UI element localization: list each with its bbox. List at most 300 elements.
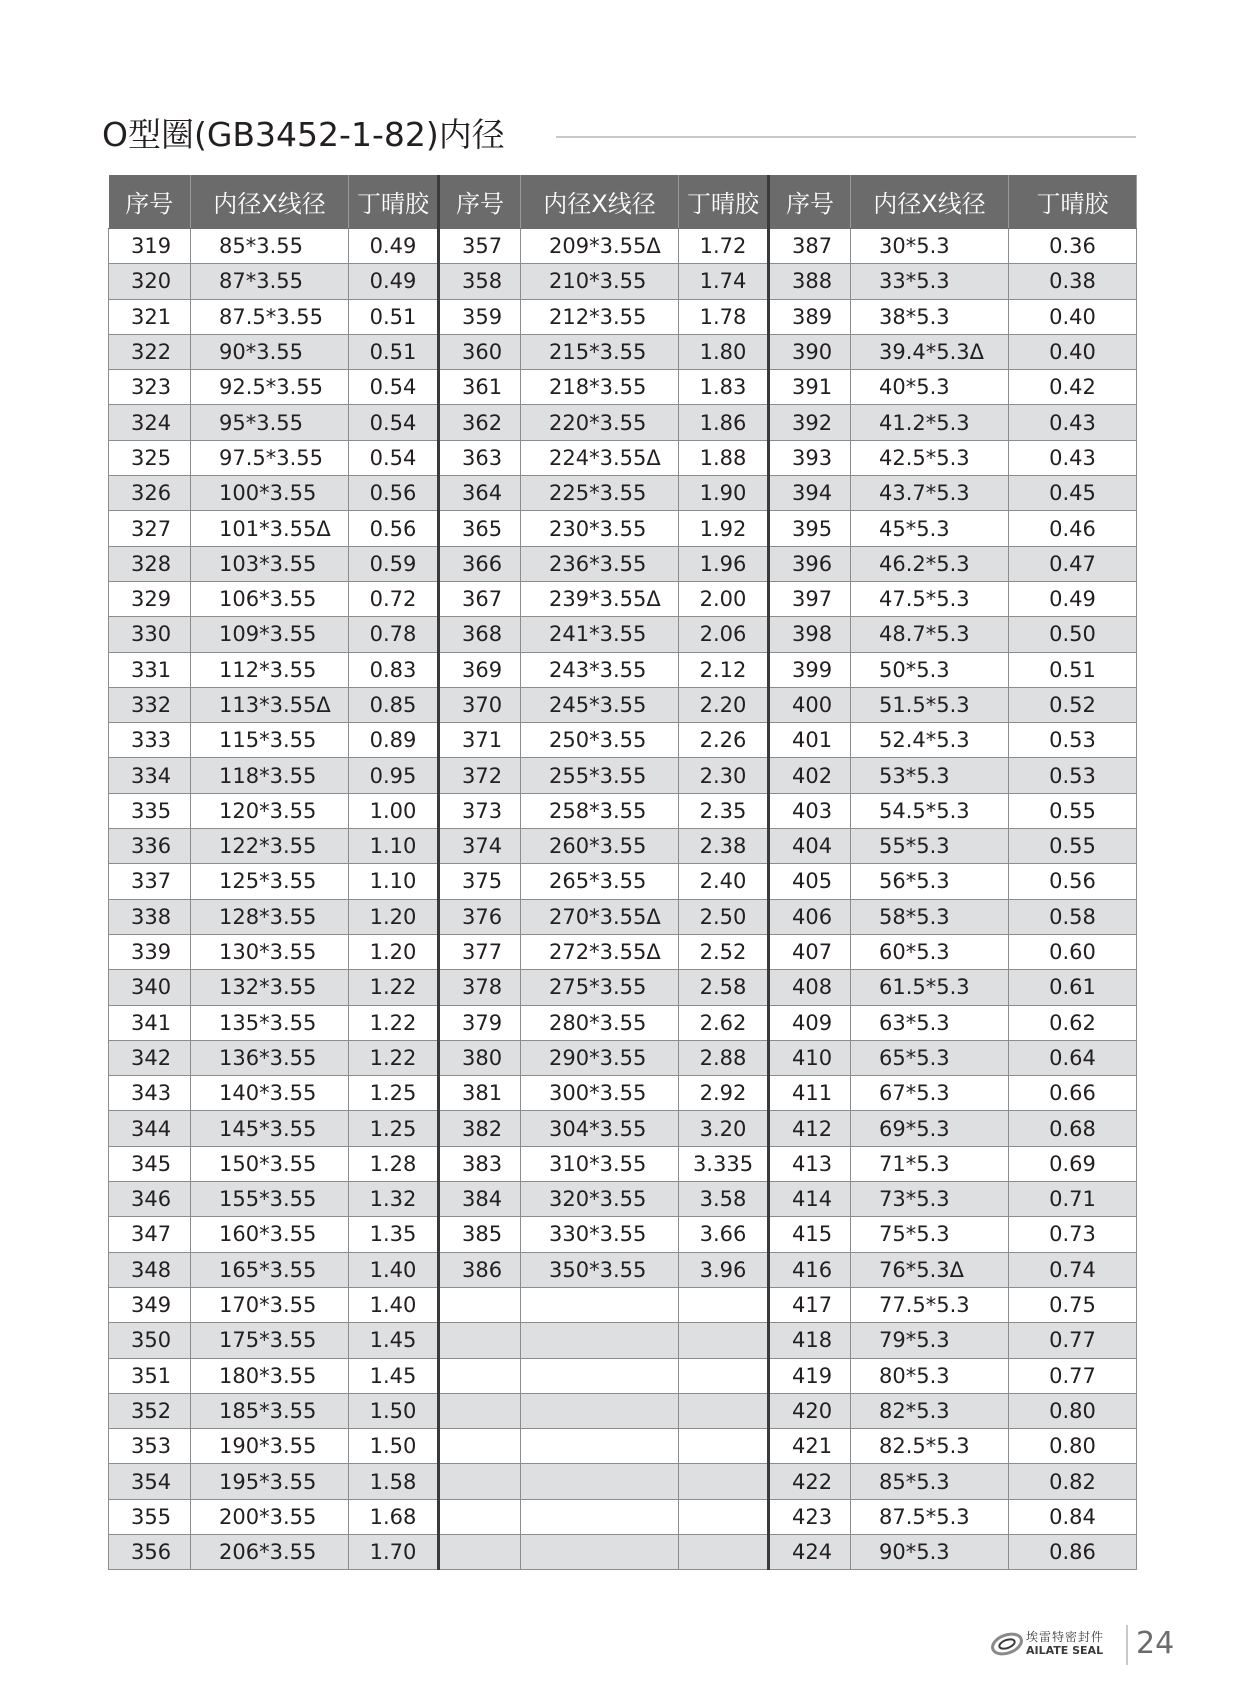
- cell-size-2: 212*3.55: [521, 299, 679, 334]
- cell-nbr-3: 0.53: [1009, 758, 1137, 793]
- cell-size-3: 67*5.3: [851, 1076, 1009, 1111]
- cell-size-1: 195*3.55: [191, 1464, 349, 1499]
- cell-size-1: 112*3.55: [191, 652, 349, 687]
- cell-size-2: 218*3.55: [521, 370, 679, 405]
- cell-no-2: 370: [439, 687, 521, 722]
- cell-nbr-1: 0.78: [349, 617, 439, 652]
- cell-size-1: 106*3.55: [191, 581, 349, 616]
- cell-size-1: 206*3.55: [191, 1534, 349, 1569]
- cell-nbr-2: [679, 1323, 769, 1358]
- cell-no-1: 326: [109, 476, 191, 511]
- cell-no-2: [439, 1499, 521, 1534]
- cell-nbr-2: 1.92: [679, 511, 769, 546]
- cell-nbr-1: 0.59: [349, 546, 439, 581]
- cell-size-3: 54.5*5.3: [851, 793, 1009, 828]
- table-header-row: [109, 175, 1137, 229]
- cell-size-2: [521, 1534, 679, 1569]
- cell-nbr-2: 1.80: [679, 334, 769, 369]
- cell-nbr-1: 0.51: [349, 334, 439, 369]
- cell-size-3: 65*5.3: [851, 1040, 1009, 1075]
- cell-size-2: 304*3.55: [521, 1111, 679, 1146]
- cell-size-2: 220*3.55: [521, 405, 679, 440]
- cell-size-3: 50*5.3: [851, 652, 1009, 687]
- cell-nbr-1: 0.49: [349, 264, 439, 299]
- cell-no-1: 352: [109, 1393, 191, 1428]
- table-row: [109, 1111, 1137, 1146]
- cell-size-2: [521, 1499, 679, 1534]
- table-row: [109, 1429, 1137, 1464]
- cell-size-1: 165*3.55: [191, 1252, 349, 1287]
- cell-nbr-2: 1.83: [679, 370, 769, 405]
- cell-no-3: 411: [769, 1076, 851, 1111]
- cell-size-2: 280*3.55: [521, 1005, 679, 1040]
- cell-nbr-1: 0.54: [349, 405, 439, 440]
- cell-no-3: 424: [769, 1534, 851, 1569]
- cell-size-3: 60*5.3: [851, 934, 1009, 969]
- cell-no-1: 336: [109, 829, 191, 864]
- cell-nbr-3: 0.43: [1009, 440, 1137, 475]
- cell-nbr-3: 0.36: [1009, 229, 1137, 264]
- cell-size-1: 160*3.55: [191, 1217, 349, 1252]
- cell-nbr-3: 0.60: [1009, 934, 1137, 969]
- cell-nbr-3: 0.61: [1009, 970, 1137, 1005]
- cell-no-3: 398: [769, 617, 851, 652]
- cell-nbr-3: 0.82: [1009, 1464, 1137, 1499]
- cell-size-3: 46.2*5.3: [851, 546, 1009, 581]
- cell-no-3: 390: [769, 334, 851, 369]
- cell-nbr-1: 1.22: [349, 1005, 439, 1040]
- cell-size-2: 243*3.55: [521, 652, 679, 687]
- cell-nbr-1: 1.70: [349, 1534, 439, 1569]
- table-row: [109, 1323, 1137, 1358]
- cell-size-2: 215*3.55: [521, 334, 679, 369]
- cell-no-2: 382: [439, 1111, 521, 1146]
- cell-size-1: 103*3.55: [191, 546, 349, 581]
- cell-no-2: 368: [439, 617, 521, 652]
- table-row: [109, 334, 1137, 369]
- cell-nbr-2: [679, 1393, 769, 1428]
- cell-no-1: 321: [109, 299, 191, 334]
- cell-no-1: 343: [109, 1076, 191, 1111]
- table-row: [109, 1358, 1137, 1393]
- cell-size-1: 132*3.55: [191, 970, 349, 1005]
- cell-no-3: 408: [769, 970, 851, 1005]
- cell-size-3: 82*5.3: [851, 1393, 1009, 1428]
- cell-no-1: 340: [109, 970, 191, 1005]
- cell-size-1: 97.5*3.55: [191, 440, 349, 475]
- cell-nbr-1: 1.20: [349, 934, 439, 969]
- table-row: [109, 476, 1137, 511]
- cell-nbr-3: 0.75: [1009, 1287, 1137, 1322]
- cell-no-1: 346: [109, 1182, 191, 1217]
- cell-nbr-1: 1.32: [349, 1182, 439, 1217]
- table-row: [109, 511, 1137, 546]
- cell-nbr-1: 0.83: [349, 652, 439, 687]
- cell-nbr-2: [679, 1358, 769, 1393]
- cell-nbr-1: 0.89: [349, 723, 439, 758]
- cell-nbr-2: 2.35: [679, 793, 769, 828]
- cell-nbr-3: 0.71: [1009, 1182, 1137, 1217]
- cell-no-1: 323: [109, 370, 191, 405]
- cell-no-1: 329: [109, 581, 191, 616]
- cell-nbr-2: [679, 1429, 769, 1464]
- cell-size-2: 239*3.55Δ: [521, 581, 679, 616]
- cell-size-3: 82.5*5.3: [851, 1429, 1009, 1464]
- cell-no-1: 320: [109, 264, 191, 299]
- cell-no-3: 414: [769, 1182, 851, 1217]
- cell-no-1: 348: [109, 1252, 191, 1287]
- page-title: O型圈(GB3452-1-82)内径: [102, 115, 505, 154]
- table-row: [109, 370, 1137, 405]
- cell-size-2: 330*3.55: [521, 1217, 679, 1252]
- cell-size-2: 255*3.55: [521, 758, 679, 793]
- table-row: [109, 1040, 1137, 1075]
- table-row: [109, 970, 1137, 1005]
- cell-no-1: 334: [109, 758, 191, 793]
- cell-size-3: 61.5*5.3: [851, 970, 1009, 1005]
- cell-nbr-3: 0.49: [1009, 581, 1137, 616]
- cell-no-1: 319: [109, 229, 191, 264]
- cell-size-1: 180*3.55: [191, 1358, 349, 1393]
- cell-no-2: 363: [439, 440, 521, 475]
- table-row: [109, 899, 1137, 934]
- cell-size-1: 136*3.55: [191, 1040, 349, 1075]
- cell-size-1: 122*3.55: [191, 829, 349, 864]
- cell-size-2: [521, 1464, 679, 1499]
- cell-size-3: 87.5*5.3: [851, 1499, 1009, 1534]
- cell-size-1: 190*3.55: [191, 1429, 349, 1464]
- cell-no-1: 338: [109, 899, 191, 934]
- cell-no-2: 360: [439, 334, 521, 369]
- cell-no-3: 410: [769, 1040, 851, 1075]
- header-size-2: 内径X线径: [521, 175, 679, 229]
- cell-no-2: [439, 1464, 521, 1499]
- cell-size-3: 30*5.3: [851, 229, 1009, 264]
- cell-size-2: 209*3.55Δ: [521, 229, 679, 264]
- cell-nbr-2: 3.96: [679, 1252, 769, 1287]
- cell-nbr-1: 1.50: [349, 1393, 439, 1428]
- cell-nbr-2: 3.20: [679, 1111, 769, 1146]
- cell-nbr-1: 1.25: [349, 1076, 439, 1111]
- cell-no-3: 413: [769, 1146, 851, 1181]
- cell-nbr-2: 2.50: [679, 899, 769, 934]
- cell-no-2: 376: [439, 899, 521, 934]
- cell-no-3: 395: [769, 511, 851, 546]
- cell-size-1: 85*3.55: [191, 229, 349, 264]
- cell-nbr-1: 0.54: [349, 370, 439, 405]
- cell-size-3: 63*5.3: [851, 1005, 1009, 1040]
- table-body: [109, 229, 1137, 1570]
- cell-no-3: 418: [769, 1323, 851, 1358]
- cell-no-3: 400: [769, 687, 851, 722]
- table-row: [109, 405, 1137, 440]
- table-row: [109, 1393, 1137, 1428]
- cell-no-3: 399: [769, 652, 851, 687]
- cell-nbr-2: 1.88: [679, 440, 769, 475]
- cell-nbr-2: [679, 1534, 769, 1569]
- cell-nbr-1: 0.49: [349, 229, 439, 264]
- cell-nbr-3: 0.55: [1009, 829, 1137, 864]
- table-row: [109, 652, 1137, 687]
- cell-no-1: 335: [109, 793, 191, 828]
- cell-no-2: 361: [439, 370, 521, 405]
- cell-nbr-1: 1.00: [349, 793, 439, 828]
- cell-nbr-3: 0.69: [1009, 1146, 1137, 1181]
- cell-size-1: 90*3.55: [191, 334, 349, 369]
- cell-size-1: 115*3.55: [191, 723, 349, 758]
- cell-size-3: 80*5.3: [851, 1358, 1009, 1393]
- cell-nbr-3: 0.46: [1009, 511, 1137, 546]
- cell-nbr-2: 2.20: [679, 687, 769, 722]
- cell-nbr-2: 3.335: [679, 1146, 769, 1181]
- cell-nbr-1: 1.10: [349, 864, 439, 899]
- cell-no-3: 407: [769, 934, 851, 969]
- header-nbr-1: 丁晴胶: [349, 175, 439, 229]
- cell-nbr-1: 0.51: [349, 299, 439, 334]
- cell-nbr-2: 2.30: [679, 758, 769, 793]
- cell-size-2: 224*3.55Δ: [521, 440, 679, 475]
- cell-no-3: 392: [769, 405, 851, 440]
- cell-no-3: 396: [769, 546, 851, 581]
- cell-no-1: 354: [109, 1464, 191, 1499]
- cell-no-2: 372: [439, 758, 521, 793]
- cell-no-3: 416: [769, 1252, 851, 1287]
- cell-no-1: 330: [109, 617, 191, 652]
- cell-nbr-1: 0.95: [349, 758, 439, 793]
- cell-nbr-2: 3.58: [679, 1182, 769, 1217]
- cell-no-3: 422: [769, 1464, 851, 1499]
- cell-nbr-1: 1.10: [349, 829, 439, 864]
- cell-no-3: 389: [769, 299, 851, 334]
- cell-nbr-1: 1.40: [349, 1252, 439, 1287]
- cell-no-2: [439, 1358, 521, 1393]
- cell-nbr-3: 0.86: [1009, 1534, 1137, 1569]
- cell-no-3: 391: [769, 370, 851, 405]
- cell-nbr-2: 2.38: [679, 829, 769, 864]
- cell-no-3: 387: [769, 229, 851, 264]
- cell-nbr-1: 1.22: [349, 970, 439, 1005]
- table-row: [109, 1146, 1137, 1181]
- table-row: [109, 581, 1137, 616]
- cell-nbr-3: 0.77: [1009, 1323, 1137, 1358]
- cell-size-3: 53*5.3: [851, 758, 1009, 793]
- cell-nbr-3: 0.52: [1009, 687, 1137, 722]
- cell-size-1: 140*3.55: [191, 1076, 349, 1111]
- cell-size-1: 175*3.55: [191, 1323, 349, 1358]
- title-rule: [556, 136, 1136, 138]
- cell-no-1: 347: [109, 1217, 191, 1252]
- cell-size-2: 275*3.55: [521, 970, 679, 1005]
- cell-size-1: 100*3.55: [191, 476, 349, 511]
- cell-nbr-3: 0.80: [1009, 1429, 1137, 1464]
- cell-size-2: 270*3.55Δ: [521, 899, 679, 934]
- cell-nbr-3: 0.62: [1009, 1005, 1137, 1040]
- cell-no-1: 341: [109, 1005, 191, 1040]
- cell-no-1: 342: [109, 1040, 191, 1075]
- cell-nbr-3: 0.68: [1009, 1111, 1137, 1146]
- cell-size-3: 39.4*5.3Δ: [851, 334, 1009, 369]
- header-no-2: 序号: [439, 175, 521, 229]
- cell-size-1: 150*3.55: [191, 1146, 349, 1181]
- table-row: [109, 1464, 1137, 1499]
- cell-no-1: 355: [109, 1499, 191, 1534]
- cell-nbr-2: 2.58: [679, 970, 769, 1005]
- cell-no-2: 378: [439, 970, 521, 1005]
- cell-no-1: 349: [109, 1287, 191, 1322]
- cell-size-1: 170*3.55: [191, 1287, 349, 1322]
- cell-no-2: 384: [439, 1182, 521, 1217]
- cell-no-2: 359: [439, 299, 521, 334]
- cell-size-1: 145*3.55: [191, 1111, 349, 1146]
- table-row: [109, 1217, 1137, 1252]
- cell-size-3: 47.5*5.3: [851, 581, 1009, 616]
- cell-nbr-3: 0.74: [1009, 1252, 1137, 1287]
- cell-size-1: 95*3.55: [191, 405, 349, 440]
- cell-no-3: 423: [769, 1499, 851, 1534]
- cell-no-3: 420: [769, 1393, 851, 1428]
- cell-nbr-3: 0.47: [1009, 546, 1137, 581]
- cell-no-2: 375: [439, 864, 521, 899]
- cell-size-2: [521, 1358, 679, 1393]
- cell-no-3: 397: [769, 581, 851, 616]
- cell-no-2: [439, 1534, 521, 1569]
- table-row: [109, 617, 1137, 652]
- cell-no-2: 373: [439, 793, 521, 828]
- cell-nbr-3: 0.51: [1009, 652, 1137, 687]
- cell-nbr-3: 0.43: [1009, 405, 1137, 440]
- table-row: [109, 1534, 1137, 1569]
- cell-size-3: 41.2*5.3: [851, 405, 1009, 440]
- table-row: [109, 829, 1137, 864]
- cell-nbr-1: 0.85: [349, 687, 439, 722]
- cell-size-1: 113*3.55Δ: [191, 687, 349, 722]
- cell-no-2: 358: [439, 264, 521, 299]
- seal-logo-icon: [990, 1630, 1026, 1658]
- cell-size-2: 350*3.55: [521, 1252, 679, 1287]
- cell-size-3: 55*5.3: [851, 829, 1009, 864]
- cell-no-1: 339: [109, 934, 191, 969]
- cell-nbr-2: 2.92: [679, 1076, 769, 1111]
- cell-size-2: 320*3.55: [521, 1182, 679, 1217]
- cell-nbr-2: 1.96: [679, 546, 769, 581]
- cell-no-3: 394: [769, 476, 851, 511]
- cell-no-3: 412: [769, 1111, 851, 1146]
- cell-no-3: 402: [769, 758, 851, 793]
- cell-no-1: 350: [109, 1323, 191, 1358]
- cell-nbr-3: 0.58: [1009, 899, 1137, 934]
- cell-nbr-3: 0.40: [1009, 334, 1137, 369]
- cell-size-2: 265*3.55: [521, 864, 679, 899]
- header-nbr-2: 丁晴胶: [679, 175, 769, 229]
- cell-no-1: 337: [109, 864, 191, 899]
- cell-size-2: 310*3.55: [521, 1146, 679, 1181]
- cell-no-2: [439, 1393, 521, 1428]
- cell-size-3: 85*5.3: [851, 1464, 1009, 1499]
- cell-nbr-3: 0.55: [1009, 793, 1137, 828]
- cell-size-3: 52.4*5.3: [851, 723, 1009, 758]
- cell-size-2: 290*3.55: [521, 1040, 679, 1075]
- cell-size-1: 200*3.55: [191, 1499, 349, 1534]
- cell-size-1: 155*3.55: [191, 1182, 349, 1217]
- cell-no-3: 406: [769, 899, 851, 934]
- table-row: [109, 934, 1137, 969]
- cell-no-2: 364: [439, 476, 521, 511]
- cell-nbr-2: [679, 1499, 769, 1534]
- cell-no-2: 371: [439, 723, 521, 758]
- cell-nbr-2: 2.12: [679, 652, 769, 687]
- table-row: [109, 758, 1137, 793]
- cell-size-2: 300*3.55: [521, 1076, 679, 1111]
- cell-nbr-2: 1.78: [679, 299, 769, 334]
- cell-nbr-2: 2.88: [679, 1040, 769, 1075]
- cell-no-1: 325: [109, 440, 191, 475]
- cell-size-2: [521, 1393, 679, 1428]
- cell-size-3: 48.7*5.3: [851, 617, 1009, 652]
- cell-size-3: 33*5.3: [851, 264, 1009, 299]
- cell-size-3: 75*5.3: [851, 1217, 1009, 1252]
- cell-nbr-3: 0.80: [1009, 1393, 1137, 1428]
- cell-no-2: 365: [439, 511, 521, 546]
- cell-nbr-2: 1.74: [679, 264, 769, 299]
- cell-size-3: 58*5.3: [851, 899, 1009, 934]
- cell-no-1: 322: [109, 334, 191, 369]
- cell-no-2: 385: [439, 1217, 521, 1252]
- cell-size-2: 230*3.55: [521, 511, 679, 546]
- cell-no-2: 367: [439, 581, 521, 616]
- table-row: [109, 1252, 1137, 1287]
- cell-no-2: [439, 1429, 521, 1464]
- cell-nbr-2: 2.06: [679, 617, 769, 652]
- table-row: [109, 229, 1137, 264]
- cell-nbr-3: 0.42: [1009, 370, 1137, 405]
- cell-size-3: 56*5.3: [851, 864, 1009, 899]
- cell-no-3: 393: [769, 440, 851, 475]
- cell-no-2: 374: [439, 829, 521, 864]
- header-no-1: 序号: [109, 175, 191, 229]
- cell-nbr-1: 1.20: [349, 899, 439, 934]
- table-row: [109, 864, 1137, 899]
- cell-no-2: [439, 1287, 521, 1322]
- cell-nbr-1: 0.72: [349, 581, 439, 616]
- table-row: [109, 1287, 1137, 1322]
- cell-size-2: 250*3.55: [521, 723, 679, 758]
- cell-nbr-3: 0.50: [1009, 617, 1137, 652]
- table-row: [109, 723, 1137, 758]
- cell-no-3: 404: [769, 829, 851, 864]
- brand-name-en: AILATE SEAL: [1026, 1644, 1104, 1657]
- cell-no-3: 388: [769, 264, 851, 299]
- cell-nbr-2: 2.52: [679, 934, 769, 969]
- cell-size-2: 260*3.55: [521, 829, 679, 864]
- cell-nbr-2: 1.72: [679, 229, 769, 264]
- cell-no-1: 331: [109, 652, 191, 687]
- cell-no-2: 357: [439, 229, 521, 264]
- cell-size-1: 87.5*3.55: [191, 299, 349, 334]
- table-row: [109, 1076, 1137, 1111]
- cell-nbr-1: 1.40: [349, 1287, 439, 1322]
- cell-no-3: 401: [769, 723, 851, 758]
- cell-no-1: 328: [109, 546, 191, 581]
- cell-size-1: 101*3.55Δ: [191, 511, 349, 546]
- cell-no-1: 351: [109, 1358, 191, 1393]
- footer-separator: [1126, 1625, 1128, 1665]
- cell-nbr-2: 1.90: [679, 476, 769, 511]
- header-size-1: 内径X线径: [191, 175, 349, 229]
- cell-nbr-3: 0.84: [1009, 1499, 1137, 1534]
- cell-size-1: 109*3.55: [191, 617, 349, 652]
- table-row: [109, 299, 1137, 334]
- cell-nbr-1: 1.50: [349, 1429, 439, 1464]
